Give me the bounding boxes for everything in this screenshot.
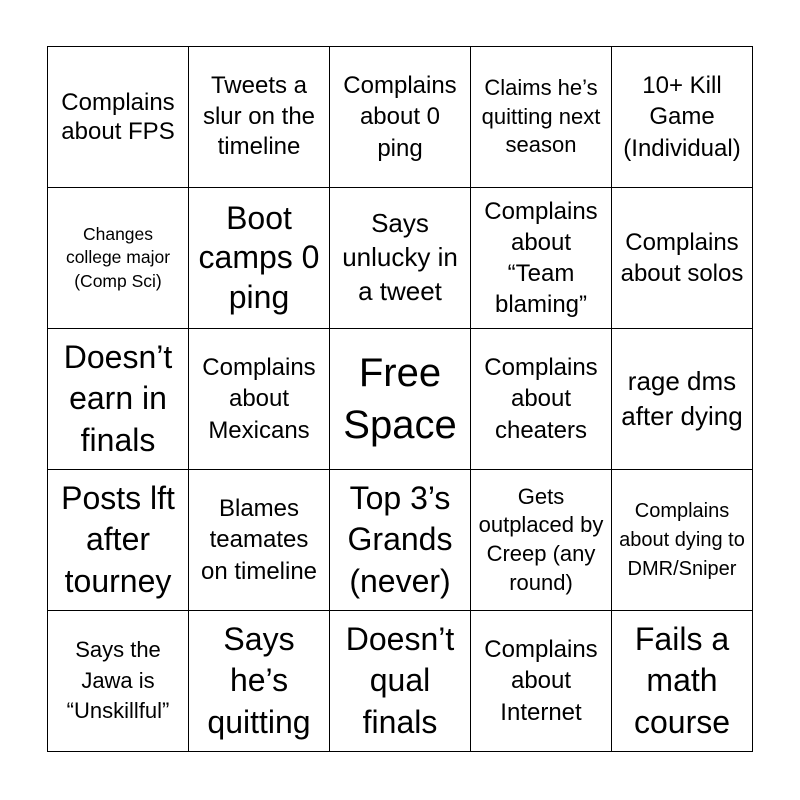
bingo-cell-r4c5[interactable]	[612, 470, 753, 611]
cell-text: Doesn’t qual finals	[345, 620, 455, 740]
bingo-cell-r3c3-free-space[interactable]	[330, 329, 471, 470]
bingo-cell-r4c1[interactable]	[48, 470, 189, 611]
bingo-cell-r4c4[interactable]	[471, 470, 612, 611]
bingo-cell-r1c2[interactable]	[189, 47, 330, 188]
cell-text: Complains about Mexicans	[202, 354, 316, 444]
cell-text: Complains about FPS	[61, 88, 175, 145]
bingo-cell-r2c3[interactable]	[330, 188, 471, 329]
bingo-cell-r3c4[interactable]	[471, 329, 612, 470]
cell-text: Says the Jawa is “Unskillful”	[66, 636, 170, 724]
cell-text: Complains about 0 ping	[343, 72, 457, 162]
bingo-cell-r1c5[interactable]	[612, 47, 753, 188]
bingo-cell-r2c1[interactable]	[48, 188, 189, 329]
bingo-cell-r5c5[interactable]	[612, 611, 753, 752]
cell-text: Claims he’s quitting next season	[481, 75, 601, 158]
bingo-cell-r1c3[interactable]	[330, 47, 471, 188]
cell-text: Complains about “Team blaming”	[484, 197, 598, 319]
bingo-cell-r2c2[interactable]	[189, 188, 330, 329]
cell-text: Doesn’t earn in finals	[63, 338, 173, 458]
bingo-cell-r4c3[interactable]	[330, 470, 471, 611]
bingo-cell-r4c2[interactable]	[189, 470, 330, 611]
cell-text: Complains about cheaters	[484, 354, 598, 444]
cell-text: Blames teamates on timeline	[200, 495, 318, 585]
bingo-board	[47, 46, 753, 752]
bingo-cell-r5c4[interactable]	[471, 611, 612, 752]
cell-text: Gets outplaced by Creep (any round)	[478, 483, 604, 595]
cell-text: 10+ Kill Game (Individual)	[623, 72, 741, 162]
cell-text: Says he’s quitting	[207, 620, 311, 740]
cell-text: Changes college major (Comp Sci)	[65, 223, 171, 291]
bingo-cell-r1c4[interactable]	[471, 47, 612, 188]
free-space-label: Free Space	[343, 351, 457, 447]
cell-text: Boot camps 0 ping	[198, 200, 320, 315]
bingo-cell-r3c1[interactable]	[48, 329, 189, 470]
bingo-cell-r5c1[interactable]	[48, 611, 189, 752]
bingo-cell-r5c2[interactable]	[189, 611, 330, 752]
cell-text: Complains about Internet	[484, 636, 598, 726]
cell-text: Tweets a slur on the timeline	[202, 71, 316, 161]
cell-text: Posts lft after tourney	[61, 479, 175, 599]
cell-text: rage dms after dying	[621, 365, 743, 431]
bingo-cell-r2c5[interactable]	[612, 188, 753, 329]
bingo-cell-r5c3[interactable]	[330, 611, 471, 752]
cell-text: Complains about dying to DMR/Sniper	[619, 499, 745, 580]
bingo-cell-r2c4[interactable]	[471, 188, 612, 329]
cell-text: Top 3’s Grands (never)	[347, 479, 453, 599]
bingo-cell-r3c2[interactable]	[189, 329, 330, 470]
cell-text: Complains about solos	[620, 228, 744, 287]
bingo-cell-r3c5[interactable]	[612, 329, 753, 470]
cell-text: Says unlucky in a tweet	[342, 208, 458, 306]
bingo-cell-r1c1[interactable]	[48, 47, 189, 188]
cell-text: Fails a math course	[633, 620, 731, 740]
